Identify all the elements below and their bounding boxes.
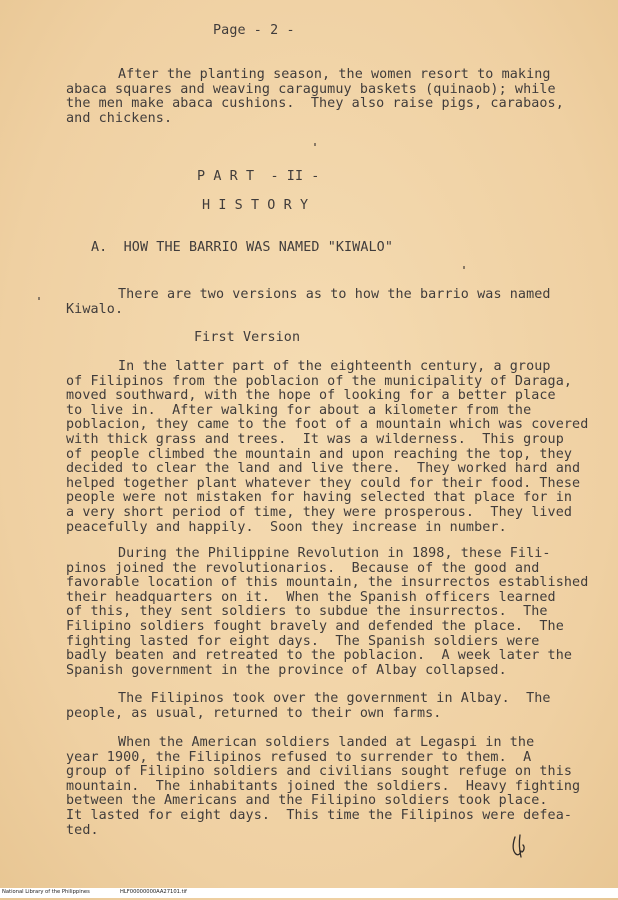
text-line: When the American soldiers landed at Legaspi in the: [118, 735, 535, 750]
text-line: During the Philippine Revolution in 1898, these Fili-: [118, 546, 551, 561]
paper-speck: [38, 297, 40, 300]
text-line: abaca squares and weaving caragumuy baskets (quinaob); while: [66, 81, 556, 97]
versions-paragraph: [66, 287, 551, 317]
text-line: There are two versions as to how the barrio was named: [118, 287, 551, 302]
text-line: with thick grass and trees. It was a wilderness. This group: [66, 431, 564, 447]
paper-speck: [463, 266, 465, 269]
text-line: ted.: [66, 822, 99, 838]
text-line: decided to clear the land and live there. They worked hard and: [66, 461, 581, 477]
text-line: a very short period of time, they were prosperous. They lived: [66, 504, 573, 520]
footer-library: National Library of the Philippines: [2, 889, 90, 895]
handwritten-initials-mark: [509, 833, 529, 859]
text-line: to live in. After walking for about a kilometer from the: [66, 402, 532, 418]
text-line: helped together plant whatever they could for their food. These: [66, 475, 581, 491]
text-line: people were not mistaken for having selected that place for in: [66, 490, 573, 506]
part-heading: P A R T - II -: [197, 169, 320, 184]
paragraph-americans: [66, 736, 580, 838]
paragraph-albay: [66, 691, 551, 721]
footer-file-id: HLF00000000AA27101.tif: [120, 889, 187, 895]
text-line: Filipino soldiers fought bravely and defended the place. The: [66, 618, 564, 634]
text-line: Kiwalo.: [66, 301, 124, 317]
text-line: The Filipinos took over the government in Albay. The: [118, 691, 551, 706]
text-line: and chickens.: [66, 110, 173, 126]
text-line: their headquarters on it. When the Spanish officers learned: [66, 589, 556, 605]
history-heading: H I S T O R Y: [202, 198, 309, 213]
text-line: poblacion, they came to the foot of a mountain which was covered: [66, 417, 589, 433]
text-line: fighting lasted for eight days. The Spanish soldiers were: [66, 633, 540, 649]
text-line: After the planting season, the women resort to making: [118, 67, 551, 82]
text-line: peacefully and happily. Soon they increase in number.: [66, 519, 507, 535]
text-line: of people climbed the mountain and upon reaching the top, they: [66, 446, 573, 462]
text-line: It lasted for eight days. This time the Filipinos were defea-: [66, 807, 573, 823]
text-line: year 1900, the Filipinos refused to surrender to them. A: [66, 749, 532, 765]
text-line: Spanish government in the province of Albay collapsed.: [66, 662, 507, 678]
text-line: favorable location of this mountain, the insurrectos established: [66, 575, 589, 591]
text-line: people, as usual, returned to their own farms.: [66, 705, 442, 721]
intro-paragraph: [66, 68, 564, 126]
page-number-header: Page - 2 -: [213, 23, 295, 38]
first-version-heading: First Version: [194, 330, 301, 345]
text-line: mountain. The inhabitants joined the soldiers. Heavy fighting: [66, 778, 581, 794]
section-heading: A. HOW THE BARRIO WAS NAMED "KIWALO": [91, 240, 393, 255]
text-line: between the Americans and the Filipino soldiers took place.: [66, 793, 548, 809]
paragraph-origin: [66, 360, 588, 535]
text-line: In the latter part of the eighteenth century, a group: [118, 359, 551, 374]
text-line: of this, they sent soldiers to subdue the insurrectos. The: [66, 604, 548, 620]
text-line: the men make abaca cushions. They also raise pigs, carabaos,: [66, 96, 564, 112]
scan-footer: [0, 888, 618, 898]
text-line: badly beaten and retreated to the poblacion. A week later the: [66, 648, 573, 664]
paragraph-revolution: [66, 547, 588, 678]
text-line: group of Filipino soldiers and civilians sought refuge on this: [66, 764, 573, 780]
text-line: moved southward, with the hope of looking for a better place: [66, 388, 556, 404]
paper-speck: [314, 143, 316, 146]
text-line: pinos joined the revolutionarios. Because of the good and: [66, 560, 540, 576]
text-line: of Filipinos from the poblacion of the municipality of Daraga,: [66, 373, 573, 389]
